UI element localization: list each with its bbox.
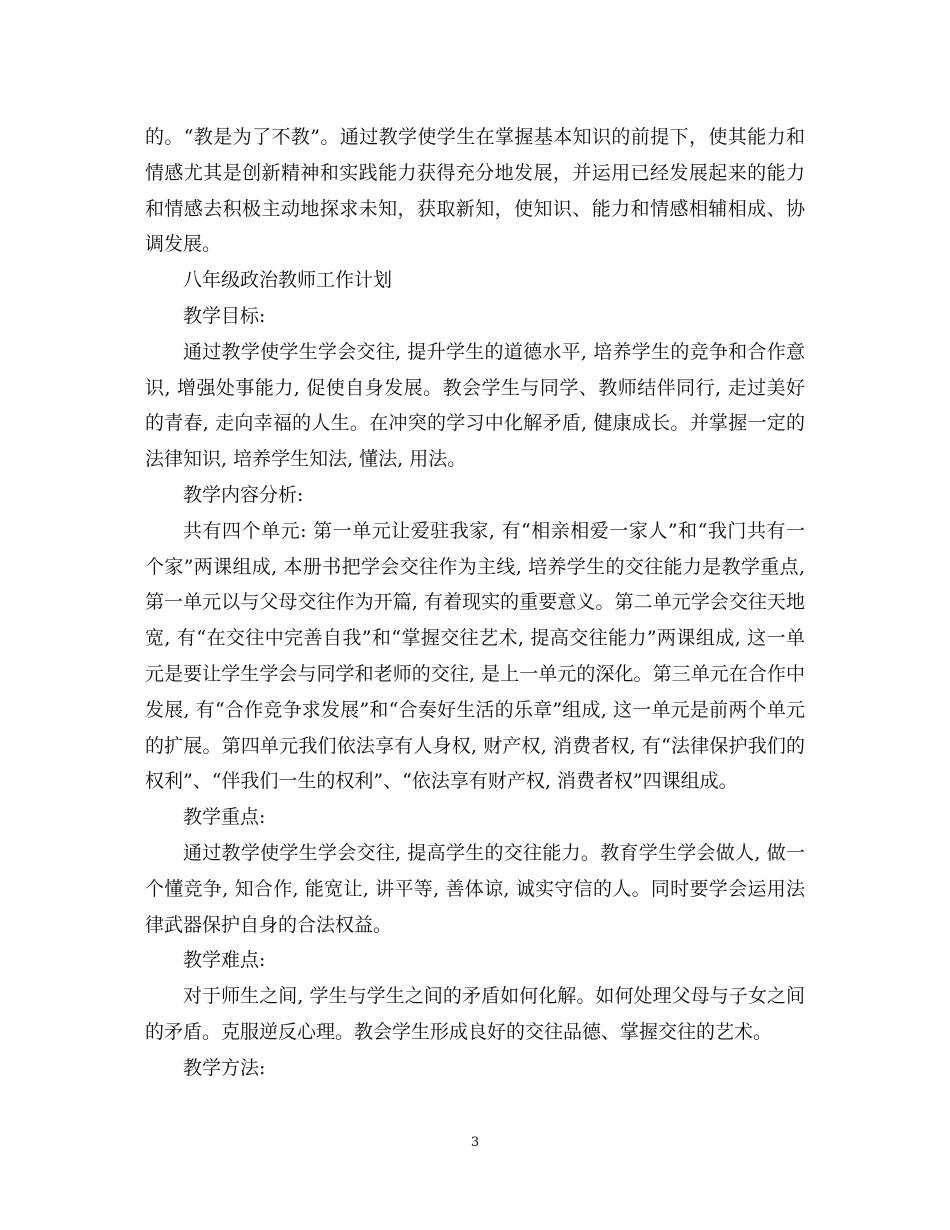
heading-teaching-goals: 教学目标: [183, 304, 266, 327]
paragraph-continuation: 的。“教是为了不教”。通过教学使学生在掌握基本知识的前提下，使其能力和情感尤其是创新精神和实践能力获得充分地发展，并运用已经发展起来的能力和情感去积极主动地探求未知，获取新知，使知识、能力和情感相辅相成、协调发展。 [145, 126, 805, 256]
paragraph-content-analysis: 共有四个单元: 第一单元让爱驻我家, 有“相亲相爱一家人”和“我门共有一个家”两课组成, 本册书把学会交往作为主线, 培养学生的交往能力是教学重点, 第一单元以与父母交往作为开篇, 有着现实的重要意义。第二单元学会交往天地宽, 有“在交往中完善自我”和“掌握交往艺术, 提高交往能力”两课组成, 这一单元是要让学生学会与同学和老师的交往, 是上一单元的深化。第三单元在合作中发展, 有“合作竞争求发展”和“合奏好生活的乐章”组成, 这一单元是前两个单元的扩展。第四单元我们依法享有人身权, 财产权, 消费者权, 有“法律保护我们的权利”、“伴我们一生的权利”、“依法享有财产权, 消费者权”四课组成。 [145, 519, 805, 793]
section-title: 八年级政治教师工作计划 [183, 269, 393, 292]
paragraph-teaching-goals: 通过教学使学生学会交往, 提升学生的道德水平, 培养学生的竞争和合作意识, 增强处事能力, 促使自身发展。教会学生与同学、教师结伴同行, 走过美好的青春, 走向幸福的人生。在冲突的学习中化解矛盾, 健康成长。并掌握一定的法律知识, 培养学生知法, 懂法, 用法。 [145, 340, 805, 471]
page-number: 3 [470, 1135, 480, 1150]
paragraph-difficulties: 对于师生之间, 学生与学生之间的矛盾如何化解。如何处理父母与子女之间的矛盾。克服逆反心理。教会学生形成良好的交往品德、掌握交往的艺术。 [145, 985, 805, 1043]
document-body [145, 120, 805, 1087]
heading-teaching-methods: 教学方法: [183, 1056, 266, 1079]
paragraph-key-points: 通过教学使学生学会交往, 提高学生的交往能力。教育学生学会做人, 做一个懂竞争, 知合作, 能宽让, 讲平等, 善体谅, 诚实守信的人。同时要学会运用法律武器保护自身的合法权益。 [145, 841, 805, 936]
heading-content-analysis: 教学内容分析: [183, 483, 304, 506]
heading-difficulties: 教学难点: [183, 949, 266, 972]
heading-key-points: 教学重点: [183, 806, 266, 829]
